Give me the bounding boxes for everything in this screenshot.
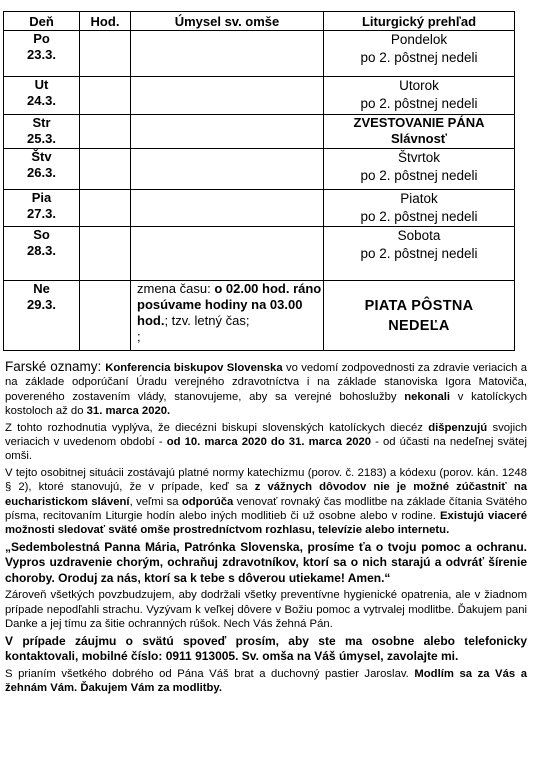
- table-row: [4, 227, 515, 281]
- intention-cell: zmena času: o 02.00 hod. ráno posúvame hodiny na 03.00 hod.; tzv. letný čas; ;: [131, 281, 324, 351]
- day-cell: Po 23.3.: [4, 31, 80, 77]
- day-cell: Ne 29.3.: [4, 281, 80, 351]
- intention-cell: [131, 77, 324, 115]
- liturgy-cell: Štvrtok po 2. pôstnej nedeli: [324, 149, 515, 190]
- hour-cell: [80, 281, 131, 351]
- announcement-paragraph: V tejto osobitnej situácii zostávajú platné normy katechizmu (porov. č. 2183) a kódexu (porov. kán. 1248 § 2), ktoré stanovujú, že v prípade, keď sa z vážnych dôvodov nie je možné zúčastniť na eucharistickom slávení, veľmi sa odporúča venovať rovnaký čas modlitbe na základe čítania Svätého písma, recitovaním Liturgie hodín alebo iných modlitieb či už osobne alebo v rodine. Existujú viaceré možnosti sledovať sväté omše prostredníctvom rozhlasu, televízie alebo internetu.: [5, 466, 527, 537]
- table-row: [4, 77, 515, 115]
- hour-cell: [80, 227, 131, 281]
- hour-cell: [80, 77, 131, 115]
- prayer-paragraph: „Sedembolestná Panna Mária, Patrónka Slovenska, prosíme ťa o tvoju pomoc a ochranu. Vypros uzdravenie chorým, ochraňuj zdravotníkov, ktorí sa o nich starajú a odvráť šírenie choroby. Oroduj za nás, ktorí sa k tebe s dôverou utiekame! Amen.“: [5, 539, 527, 585]
- liturgy-cell: PIATA PÔSTNA NEDEĽA: [324, 281, 515, 351]
- announcement-paragraph: Zároveň všetkých povzbudzujem, aby dodržali všetky preventívne hygienické opatrenia, ale v žiadnom prípade nepodľahli strachu. Vyzývam k veľkej dôvere v Božiu pomoc a vytrvalej modlitbe. Ďakujem pani Danke a jej tímu za šitie ochranných rúšok. Nech Vás žehná Pán.: [5, 589, 527, 631]
- hour-cell: [80, 31, 131, 77]
- header-intention: Úmysel sv. omše: [131, 12, 324, 31]
- intention-cell: [131, 149, 324, 190]
- hour-cell: [80, 115, 131, 149]
- day-cell: So 28.3.: [4, 227, 80, 281]
- liturgy-cell: Sobota po 2. pôstnej nedeli: [324, 227, 515, 281]
- announcement-paragraph: Farské oznamy: Konferencia biskupov Slovenska vo vedomí zodpovednosti za zdravie veriacich a na základe odporúčaní Úradu verejného zdravotníctva i na základe stanoviska Igora Matoviča, povereného zostavením vlády, stanovujeme, aby sa verejné bohoslužby nekonali v katolíckych kostoloch až do 31. marca 2020.: [5, 359, 528, 418]
- liturgy-cell: Utorok po 2. pôstnej nedeli: [324, 77, 515, 115]
- table-row: [4, 149, 515, 190]
- intention-cell: [131, 115, 324, 149]
- header-hour: Hod.: [80, 12, 131, 31]
- intention-cell: [131, 31, 324, 77]
- day-cell: Štv 26.3.: [4, 149, 80, 190]
- liturgy-cell: Pondelok po 2. pôstnej nedeli: [324, 31, 515, 77]
- table-header-row: [4, 12, 515, 31]
- liturgy-cell: ZVESTOVANIE PÁNA Slávnosť: [324, 115, 515, 149]
- table-row: [4, 190, 515, 227]
- day-cell: Ut 24.3.: [4, 77, 80, 115]
- confession-paragraph: V prípade záujmu o svätú spoveď prosím, aby ste ma osobne alebo telefonicky kontaktovali, mobilné číslo: 0911 913005. Sv. omša na Váš úmysel, zavolajte mi.: [5, 633, 527, 664]
- day-cell: Pia 27.3.: [4, 190, 80, 227]
- table-row: [4, 115, 515, 149]
- parish-announcements: [5, 360, 527, 697]
- header-day: Deň: [4, 12, 80, 31]
- hour-cell: [80, 190, 131, 227]
- table-row: [4, 281, 515, 351]
- closing-paragraph: S prianím všetkého dobrého od Pána Váš brat a duchovný pastier Jaroslav. Modlím sa za Vás a žehnám Vám. Ďakujem Vám za modlitby.: [5, 667, 527, 694]
- intention-cell: [131, 190, 324, 227]
- intention-cell: [131, 227, 324, 281]
- hour-cell: [80, 149, 131, 190]
- mass-schedule-table: [3, 11, 515, 351]
- announcement-paragraph: Z tohto rozhodnutia vyplýva, že diecézni biskupi slovenských katolíckych diecéz dišpenzujú svojich veriacich v uvedenom období - od 10. marca 2020 do 31. marca 2020 - od účasti na nedeľnej svätej omši.: [5, 421, 528, 463]
- day-cell: Str 25.3.: [4, 115, 80, 149]
- table-row: [4, 31, 515, 77]
- liturgy-cell: Piatok po 2. pôstnej nedeli: [324, 190, 515, 227]
- header-liturgy: Liturgický prehľad: [324, 12, 515, 31]
